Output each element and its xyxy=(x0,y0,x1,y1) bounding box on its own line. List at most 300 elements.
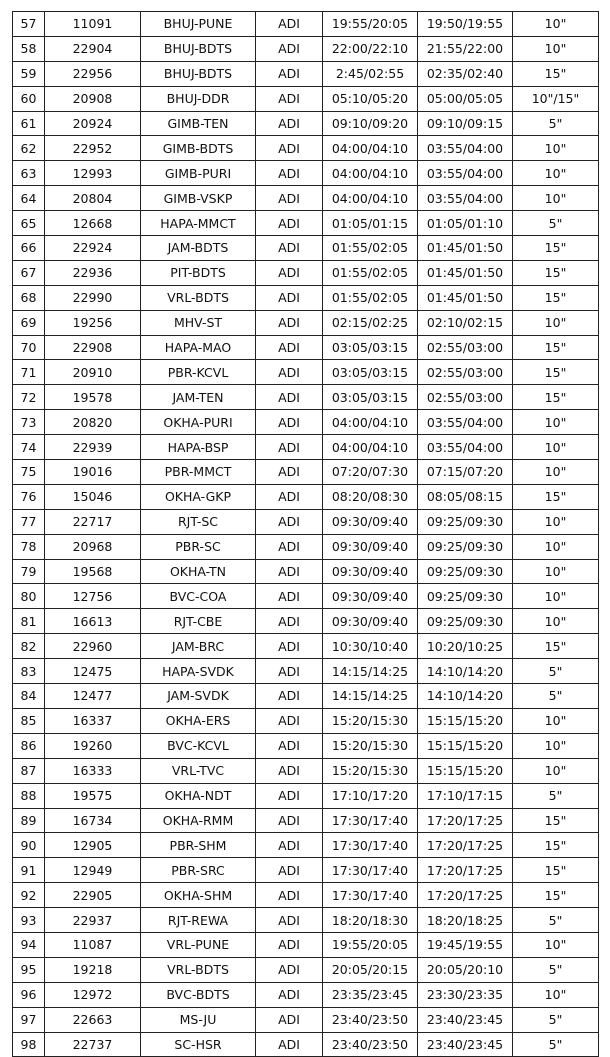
station-cell: ADI xyxy=(256,484,323,509)
arrival-departure-cell: 17:30/17:40 xyxy=(323,858,418,883)
duration-cell: 15" xyxy=(513,484,599,509)
time-slot-cell: 03:55/04:00 xyxy=(418,435,513,460)
table-row xyxy=(13,808,599,833)
duration-cell: 10" xyxy=(513,584,599,609)
train-number-cell: 12905 xyxy=(45,833,141,858)
table-row xyxy=(13,335,599,360)
arrival-departure-cell: 04:00/04:10 xyxy=(323,161,418,186)
table-row xyxy=(13,534,599,559)
duration-cell: 10" xyxy=(513,186,599,211)
train-number-cell: 20910 xyxy=(45,360,141,385)
serial-number-cell: 81 xyxy=(13,609,45,634)
duration-cell: 15" xyxy=(513,385,599,410)
table-row xyxy=(13,833,599,858)
duration-cell: 10" xyxy=(513,36,599,61)
arrival-departure-cell: 02:15/02:25 xyxy=(323,310,418,335)
train-number-cell: 12477 xyxy=(45,684,141,709)
time-slot-cell: 08:05/08:15 xyxy=(418,484,513,509)
time-slot-cell: 19:50/19:55 xyxy=(418,12,513,37)
arrival-departure-cell: 03:05/03:15 xyxy=(323,335,418,360)
route-cell: GIMB-PURI xyxy=(141,161,256,186)
station-cell: ADI xyxy=(256,634,323,659)
table-row xyxy=(13,932,599,957)
table-row xyxy=(13,12,599,37)
station-cell: ADI xyxy=(256,883,323,908)
station-cell: ADI xyxy=(256,1007,323,1032)
route-cell: BVC-BDTS xyxy=(141,982,256,1007)
arrival-departure-cell: 09:30/09:40 xyxy=(323,509,418,534)
table-row xyxy=(13,136,599,161)
serial-number-cell: 73 xyxy=(13,410,45,435)
station-cell: ADI xyxy=(256,509,323,534)
time-slot-cell: 03:55/04:00 xyxy=(418,410,513,435)
table-row xyxy=(13,61,599,86)
route-cell: BHUJ-BDTS xyxy=(141,61,256,86)
train-number-cell: 19218 xyxy=(45,957,141,982)
train-number-cell: 12475 xyxy=(45,659,141,684)
serial-number-cell: 98 xyxy=(13,1032,45,1057)
time-slot-cell: 17:10/17:15 xyxy=(418,783,513,808)
train-number-cell: 19260 xyxy=(45,733,141,758)
duration-cell: 15" xyxy=(513,883,599,908)
arrival-departure-cell: 17:30/17:40 xyxy=(323,883,418,908)
route-cell: BHUJ-PUNE xyxy=(141,12,256,37)
serial-number-cell: 58 xyxy=(13,36,45,61)
time-slot-cell: 15:15/15:20 xyxy=(418,708,513,733)
station-cell: ADI xyxy=(256,708,323,733)
route-cell: HAPA-MMCT xyxy=(141,211,256,236)
route-cell: OKHA-ERS xyxy=(141,708,256,733)
station-cell: ADI xyxy=(256,186,323,211)
station-cell: ADI xyxy=(256,111,323,136)
train-number-cell: 19575 xyxy=(45,783,141,808)
arrival-departure-cell: 17:10/17:20 xyxy=(323,783,418,808)
table-body xyxy=(13,12,599,1057)
table-row xyxy=(13,186,599,211)
route-cell: PIT-BDTS xyxy=(141,260,256,285)
route-cell: OKHA-NDT xyxy=(141,783,256,808)
table-row xyxy=(13,708,599,733)
table-row xyxy=(13,285,599,310)
time-slot-cell: 02:35/02:40 xyxy=(418,61,513,86)
time-slot-cell: 09:25/09:30 xyxy=(418,584,513,609)
arrival-departure-cell: 10:30/10:40 xyxy=(323,634,418,659)
time-slot-cell: 18:20/18:25 xyxy=(418,908,513,933)
arrival-departure-cell: 18:20/18:30 xyxy=(323,908,418,933)
route-cell: OKHA-RMM xyxy=(141,808,256,833)
duration-cell: 10" xyxy=(513,509,599,534)
route-cell: RJT-SC xyxy=(141,509,256,534)
route-cell: JAM-SVDK xyxy=(141,684,256,709)
table-row xyxy=(13,385,599,410)
time-slot-cell: 14:10/14:20 xyxy=(418,659,513,684)
serial-number-cell: 63 xyxy=(13,161,45,186)
train-number-cell: 22960 xyxy=(45,634,141,659)
serial-number-cell: 80 xyxy=(13,584,45,609)
station-cell: ADI xyxy=(256,335,323,360)
table-row xyxy=(13,460,599,485)
route-cell: BHUJ-BDTS xyxy=(141,36,256,61)
time-slot-cell: 01:45/01:50 xyxy=(418,260,513,285)
train-number-cell: 22904 xyxy=(45,36,141,61)
duration-cell: 5" xyxy=(513,659,599,684)
train-number-cell: 19256 xyxy=(45,310,141,335)
station-cell: ADI xyxy=(256,460,323,485)
serial-number-cell: 57 xyxy=(13,12,45,37)
duration-cell: 10" xyxy=(513,609,599,634)
route-cell: OKHA-PURI xyxy=(141,410,256,435)
serial-number-cell: 86 xyxy=(13,733,45,758)
arrival-departure-cell: 15:20/15:30 xyxy=(323,708,418,733)
time-slot-cell: 17:20/17:25 xyxy=(418,883,513,908)
station-cell: ADI xyxy=(256,534,323,559)
serial-number-cell: 83 xyxy=(13,659,45,684)
station-cell: ADI xyxy=(256,236,323,261)
route-cell: VRL-TVC xyxy=(141,758,256,783)
train-number-cell: 22939 xyxy=(45,435,141,460)
route-cell: SC-HSR xyxy=(141,1032,256,1057)
route-cell: MHV-ST xyxy=(141,310,256,335)
table-row xyxy=(13,509,599,534)
duration-cell: 10"/15" xyxy=(513,86,599,111)
station-cell: ADI xyxy=(256,285,323,310)
route-cell: PBR-SRC xyxy=(141,858,256,883)
serial-number-cell: 67 xyxy=(13,260,45,285)
station-cell: ADI xyxy=(256,659,323,684)
train-number-cell: 19578 xyxy=(45,385,141,410)
route-cell: PBR-SC xyxy=(141,534,256,559)
duration-cell: 5" xyxy=(513,111,599,136)
arrival-departure-cell: 09:30/09:40 xyxy=(323,534,418,559)
station-cell: ADI xyxy=(256,833,323,858)
route-cell: HAPA-MAO xyxy=(141,335,256,360)
train-number-cell: 20804 xyxy=(45,186,141,211)
train-number-cell: 12972 xyxy=(45,982,141,1007)
station-cell: ADI xyxy=(256,410,323,435)
station-cell: ADI xyxy=(256,435,323,460)
table-row xyxy=(13,211,599,236)
serial-number-cell: 93 xyxy=(13,908,45,933)
route-cell: VRL-BDTS xyxy=(141,957,256,982)
arrival-departure-cell: 15:20/15:30 xyxy=(323,733,418,758)
station-cell: ADI xyxy=(256,982,323,1007)
duration-cell: 10" xyxy=(513,559,599,584)
duration-cell: 10" xyxy=(513,534,599,559)
time-slot-cell: 01:45/01:50 xyxy=(418,285,513,310)
serial-number-cell: 97 xyxy=(13,1007,45,1032)
duration-cell: 5" xyxy=(513,211,599,236)
time-slot-cell: 20:05/20:10 xyxy=(418,957,513,982)
station-cell: ADI xyxy=(256,260,323,285)
serial-number-cell: 85 xyxy=(13,708,45,733)
serial-number-cell: 77 xyxy=(13,509,45,534)
station-cell: ADI xyxy=(256,211,323,236)
time-slot-cell: 10:20/10:25 xyxy=(418,634,513,659)
duration-cell: 15" xyxy=(513,61,599,86)
table-row xyxy=(13,982,599,1007)
serial-number-cell: 66 xyxy=(13,236,45,261)
serial-number-cell: 71 xyxy=(13,360,45,385)
duration-cell: 15" xyxy=(513,285,599,310)
serial-number-cell: 75 xyxy=(13,460,45,485)
time-slot-cell: 15:15/15:20 xyxy=(418,733,513,758)
train-number-cell: 22956 xyxy=(45,61,141,86)
serial-number-cell: 91 xyxy=(13,858,45,883)
table-row xyxy=(13,758,599,783)
time-slot-cell: 17:20/17:25 xyxy=(418,808,513,833)
time-slot-cell: 09:10/09:15 xyxy=(418,111,513,136)
time-slot-cell: 09:25/09:30 xyxy=(418,559,513,584)
arrival-departure-cell: 2:45/02:55 xyxy=(323,61,418,86)
arrival-departure-cell: 01:55/02:05 xyxy=(323,260,418,285)
station-cell: ADI xyxy=(256,385,323,410)
duration-cell: 10" xyxy=(513,136,599,161)
serial-number-cell: 84 xyxy=(13,684,45,709)
serial-number-cell: 95 xyxy=(13,957,45,982)
train-number-cell: 22663 xyxy=(45,1007,141,1032)
time-slot-cell: 15:15/15:20 xyxy=(418,758,513,783)
time-slot-cell: 14:10/14:20 xyxy=(418,684,513,709)
table-row xyxy=(13,484,599,509)
train-number-cell: 11091 xyxy=(45,12,141,37)
route-cell: OKHA-GKP xyxy=(141,484,256,509)
route-cell: VRL-BDTS xyxy=(141,285,256,310)
arrival-departure-cell: 22:00/22:10 xyxy=(323,36,418,61)
train-number-cell: 20968 xyxy=(45,534,141,559)
time-slot-cell: 09:25/09:30 xyxy=(418,509,513,534)
serial-number-cell: 78 xyxy=(13,534,45,559)
station-cell: ADI xyxy=(256,61,323,86)
table-row xyxy=(13,783,599,808)
station-cell: ADI xyxy=(256,584,323,609)
serial-number-cell: 59 xyxy=(13,61,45,86)
train-number-cell: 22990 xyxy=(45,285,141,310)
station-cell: ADI xyxy=(256,86,323,111)
route-cell: JAM-BRC xyxy=(141,634,256,659)
duration-cell: 10" xyxy=(513,12,599,37)
time-slot-cell: 23:40/23:45 xyxy=(418,1032,513,1057)
duration-cell: 10" xyxy=(513,758,599,783)
table-row xyxy=(13,684,599,709)
arrival-departure-cell: 03:05/03:15 xyxy=(323,360,418,385)
arrival-departure-cell: 04:00/04:10 xyxy=(323,435,418,460)
route-cell: RJT-REWA xyxy=(141,908,256,933)
table-row xyxy=(13,310,599,335)
time-slot-cell: 09:25/09:30 xyxy=(418,609,513,634)
duration-cell: 10" xyxy=(513,982,599,1007)
route-cell: JAM-BDTS xyxy=(141,236,256,261)
time-slot-cell: 02:55/03:00 xyxy=(418,360,513,385)
arrival-departure-cell: 09:30/09:40 xyxy=(323,559,418,584)
time-slot-cell: 03:55/04:00 xyxy=(418,136,513,161)
table-row xyxy=(13,634,599,659)
station-cell: ADI xyxy=(256,161,323,186)
station-cell: ADI xyxy=(256,908,323,933)
serial-number-cell: 79 xyxy=(13,559,45,584)
table-row xyxy=(13,858,599,883)
train-number-cell: 22936 xyxy=(45,260,141,285)
train-number-cell: 22937 xyxy=(45,908,141,933)
station-cell: ADI xyxy=(256,684,323,709)
arrival-departure-cell: 19:55/20:05 xyxy=(323,12,418,37)
arrival-departure-cell: 05:10/05:20 xyxy=(323,86,418,111)
time-slot-cell: 07:15/07:20 xyxy=(418,460,513,485)
serial-number-cell: 69 xyxy=(13,310,45,335)
serial-number-cell: 88 xyxy=(13,783,45,808)
route-cell: BVC-COA xyxy=(141,584,256,609)
station-cell: ADI xyxy=(256,1032,323,1057)
station-cell: ADI xyxy=(256,783,323,808)
duration-cell: 5" xyxy=(513,684,599,709)
route-cell: VRL-PUNE xyxy=(141,932,256,957)
duration-cell: 10" xyxy=(513,161,599,186)
duration-cell: 15" xyxy=(513,858,599,883)
serial-number-cell: 74 xyxy=(13,435,45,460)
train-number-cell: 12993 xyxy=(45,161,141,186)
train-number-cell: 22737 xyxy=(45,1032,141,1057)
arrival-departure-cell: 23:40/23:50 xyxy=(323,1007,418,1032)
arrival-departure-cell: 09:30/09:40 xyxy=(323,584,418,609)
arrival-departure-cell: 04:00/04:10 xyxy=(323,186,418,211)
train-number-cell: 15046 xyxy=(45,484,141,509)
table-row xyxy=(13,908,599,933)
route-cell: HAPA-BSP xyxy=(141,435,256,460)
duration-cell: 10" xyxy=(513,435,599,460)
duration-cell: 15" xyxy=(513,808,599,833)
train-number-cell: 11087 xyxy=(45,932,141,957)
table-row xyxy=(13,957,599,982)
route-cell: JAM-TEN xyxy=(141,385,256,410)
train-number-cell: 19016 xyxy=(45,460,141,485)
route-cell: MS-JU xyxy=(141,1007,256,1032)
serial-number-cell: 94 xyxy=(13,932,45,957)
serial-number-cell: 87 xyxy=(13,758,45,783)
duration-cell: 5" xyxy=(513,1007,599,1032)
duration-cell: 10" xyxy=(513,410,599,435)
time-slot-cell: 09:25/09:30 xyxy=(418,534,513,559)
time-slot-cell: 02:55/03:00 xyxy=(418,385,513,410)
route-cell: HAPA-SVDK xyxy=(141,659,256,684)
arrival-departure-cell: 15:20/15:30 xyxy=(323,758,418,783)
arrival-departure-cell: 17:30/17:40 xyxy=(323,808,418,833)
arrival-departure-cell: 19:55/20:05 xyxy=(323,932,418,957)
duration-cell: 15" xyxy=(513,335,599,360)
train-number-cell: 22952 xyxy=(45,136,141,161)
time-slot-cell: 23:30/23:35 xyxy=(418,982,513,1007)
train-number-cell: 20908 xyxy=(45,86,141,111)
duration-cell: 10" xyxy=(513,708,599,733)
arrival-departure-cell: 04:00/04:10 xyxy=(323,136,418,161)
arrival-departure-cell: 01:05/01:15 xyxy=(323,211,418,236)
table-row xyxy=(13,410,599,435)
serial-number-cell: 92 xyxy=(13,883,45,908)
train-number-cell: 16613 xyxy=(45,609,141,634)
time-slot-cell: 05:00/05:05 xyxy=(418,86,513,111)
duration-cell: 10" xyxy=(513,310,599,335)
station-cell: ADI xyxy=(256,858,323,883)
duration-cell: 5" xyxy=(513,783,599,808)
serial-number-cell: 65 xyxy=(13,211,45,236)
duration-cell: 10" xyxy=(513,733,599,758)
table-row xyxy=(13,161,599,186)
train-number-cell: 19568 xyxy=(45,559,141,584)
table-row xyxy=(13,260,599,285)
table-row xyxy=(13,584,599,609)
serial-number-cell: 89 xyxy=(13,808,45,833)
serial-number-cell: 70 xyxy=(13,335,45,360)
arrival-departure-cell: 08:20/08:30 xyxy=(323,484,418,509)
route-cell: PBR-KCVL xyxy=(141,360,256,385)
train-number-cell: 12949 xyxy=(45,858,141,883)
time-slot-cell: 19:45/19:55 xyxy=(418,932,513,957)
table-row xyxy=(13,36,599,61)
train-number-cell: 22717 xyxy=(45,509,141,534)
train-number-cell: 22905 xyxy=(45,883,141,908)
station-cell: ADI xyxy=(256,12,323,37)
table-row xyxy=(13,360,599,385)
route-cell: OKHA-TN xyxy=(141,559,256,584)
station-cell: ADI xyxy=(256,136,323,161)
time-slot-cell: 03:55/04:00 xyxy=(418,161,513,186)
arrival-departure-cell: 01:55/02:05 xyxy=(323,285,418,310)
train-number-cell: 22924 xyxy=(45,236,141,261)
arrival-departure-cell: 03:05/03:15 xyxy=(323,385,418,410)
station-cell: ADI xyxy=(256,360,323,385)
duration-cell: 15" xyxy=(513,236,599,261)
duration-cell: 10" xyxy=(513,460,599,485)
route-cell: GIMB-VSKP xyxy=(141,186,256,211)
route-cell: GIMB-BDTS xyxy=(141,136,256,161)
station-cell: ADI xyxy=(256,932,323,957)
duration-cell: 15" xyxy=(513,833,599,858)
serial-number-cell: 68 xyxy=(13,285,45,310)
serial-number-cell: 64 xyxy=(13,186,45,211)
time-slot-cell: 17:20/17:25 xyxy=(418,858,513,883)
duration-cell: 5" xyxy=(513,957,599,982)
time-slot-cell: 02:10/02:15 xyxy=(418,310,513,335)
train-number-cell: 16337 xyxy=(45,708,141,733)
station-cell: ADI xyxy=(256,36,323,61)
table-row xyxy=(13,659,599,684)
route-cell: PBR-MMCT xyxy=(141,460,256,485)
serial-number-cell: 90 xyxy=(13,833,45,858)
serial-number-cell: 82 xyxy=(13,634,45,659)
time-slot-cell: 01:05/01:10 xyxy=(418,211,513,236)
train-number-cell: 16333 xyxy=(45,758,141,783)
table-row xyxy=(13,111,599,136)
train-number-cell: 20820 xyxy=(45,410,141,435)
arrival-departure-cell: 14:15/14:25 xyxy=(323,684,418,709)
station-cell: ADI xyxy=(256,609,323,634)
route-cell: GIMB-TEN xyxy=(141,111,256,136)
time-slot-cell: 03:55/04:00 xyxy=(418,186,513,211)
table-row xyxy=(13,883,599,908)
station-cell: ADI xyxy=(256,310,323,335)
station-cell: ADI xyxy=(256,733,323,758)
duration-cell: 5" xyxy=(513,908,599,933)
train-number-cell: 16734 xyxy=(45,808,141,833)
route-cell: PBR-SHM xyxy=(141,833,256,858)
serial-number-cell: 76 xyxy=(13,484,45,509)
serial-number-cell: 62 xyxy=(13,136,45,161)
table-row xyxy=(13,435,599,460)
serial-number-cell: 72 xyxy=(13,385,45,410)
time-slot-cell: 01:45/01:50 xyxy=(418,236,513,261)
duration-cell: 15" xyxy=(513,360,599,385)
serial-number-cell: 61 xyxy=(13,111,45,136)
duration-cell: 15" xyxy=(513,634,599,659)
station-cell: ADI xyxy=(256,808,323,833)
